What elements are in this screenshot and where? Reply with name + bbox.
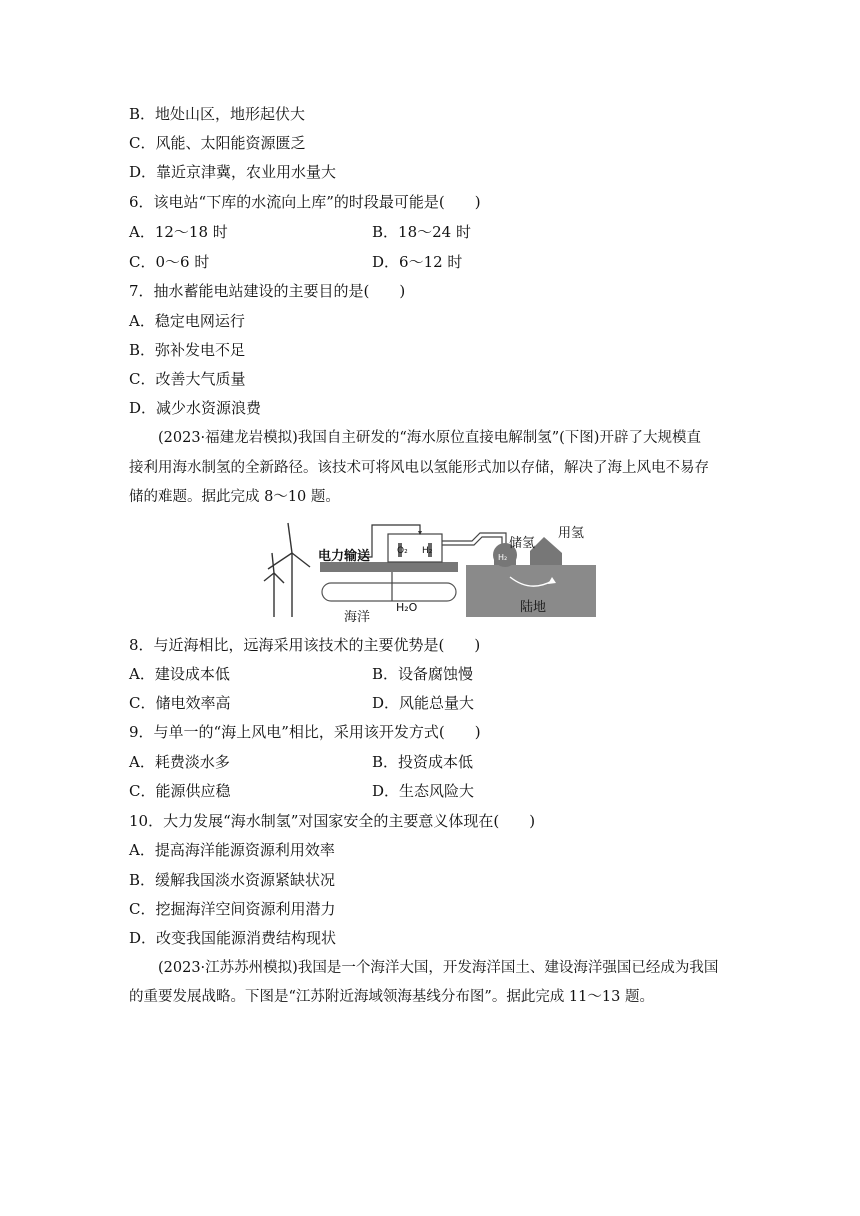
label-water: H₂O xyxy=(396,601,418,614)
label-use: 用氢 xyxy=(558,526,585,541)
q7-option-a: A．稳定电网运行 xyxy=(129,312,245,330)
q8-stem: 8．与近海相比，远海采用该技术的主要优势是( ) xyxy=(129,636,481,654)
label-h2: H₂ xyxy=(422,546,433,556)
q7-option-d: D．减少水资源浪费 xyxy=(129,399,262,417)
q10-option-c: C．挖掘海洋空间资源利用潜力 xyxy=(129,900,336,918)
q6-option-a: A．12～18 时 xyxy=(129,223,228,241)
q5-option-c: C．风能、太阳能资源匮乏 xyxy=(129,134,306,152)
material2-line2: 的重要发展战略。下图是“江苏附近海域领海基线分布图”。据此完成 11～13 题。 xyxy=(129,989,654,1005)
label-store: 储氢 xyxy=(509,536,536,551)
q10-stem: 10．大力发展“海水制氢”对国家安全的主要意义体现在( ) xyxy=(129,812,536,830)
q9-option-d: D．生态风险大 xyxy=(372,782,475,800)
q5-option-b: B．地处山区，地形起伏大 xyxy=(129,105,306,123)
material1-line1: (2023·福建龙岩模拟)我国自主研发的“海水原位直接电解制氢”(下图)开辟了大规模直 xyxy=(158,430,701,446)
q8-option-d: D．风能总量大 xyxy=(372,694,475,712)
hydrogen-diagram xyxy=(262,517,598,625)
q6-option-c: C．0～6 时 xyxy=(129,253,210,271)
q9-stem: 9．与单一的“海上风电”相比，采用该开发方式( ) xyxy=(129,723,481,741)
q6-option-b: B．18～24 时 xyxy=(372,223,471,241)
q10-option-b: B．缓解我国淡水资源紧缺状况 xyxy=(129,871,336,889)
label-tank-h2: H₂ xyxy=(498,553,508,562)
material1-line2: 接利用海水制氢的全新路径。该技术可将风电以氢能形式加以存储，解决了海上风电不易存 xyxy=(129,460,709,476)
q9-option-a: A．耗费淡水多 xyxy=(129,753,230,771)
material1-line3: 储的难题。据此完成 8～10 题。 xyxy=(129,489,340,505)
q9-option-c: C．能源供应稳 xyxy=(129,782,231,800)
q9-option-b: B．投资成本低 xyxy=(372,753,474,771)
q7-stem: 7．抽水蓄能电站建设的主要目的是( ) xyxy=(129,282,406,300)
q8-option-b: B．设备腐蚀慢 xyxy=(372,665,474,683)
wind-turbine-icon xyxy=(264,523,310,617)
q8-option-c: C．储电效率高 xyxy=(129,694,231,712)
label-ocean: 海洋 xyxy=(344,610,371,625)
q7-option-b: B．弥补发电不足 xyxy=(129,341,246,359)
q10-option-a: A．提高海洋能源资源利用效率 xyxy=(129,841,335,859)
q6-option-d: D．6～12 时 xyxy=(372,253,463,271)
q7-option-c: C．改善大气质量 xyxy=(129,370,246,388)
q5-option-d: D．靠近京津冀，农业用水量大 xyxy=(129,163,337,181)
q8-option-a: A．建设成本低 xyxy=(129,665,230,683)
label-power: 电力输送 xyxy=(318,549,371,564)
label-o2: O₂ xyxy=(397,546,408,556)
label-land: 陆地 xyxy=(520,600,547,615)
q6-stem: 6．该电站“下库的水流向上库”的时段最可能是( ) xyxy=(129,193,481,211)
material2-line1: (2023·江苏苏州模拟)我国是一个海洋大国，开发海洋国土、建设海洋强国已经成为我国 xyxy=(158,960,719,976)
ocean-pipe xyxy=(322,583,456,601)
q10-option-d: D．改变我国能源消费结构现状 xyxy=(129,929,337,947)
